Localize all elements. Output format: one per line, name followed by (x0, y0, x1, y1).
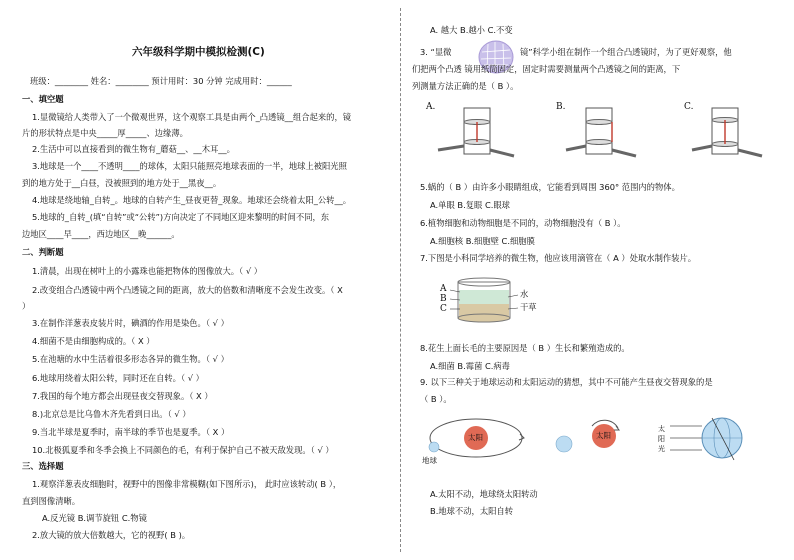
judge-q1: 1.清晨，出现在树叶上的小露珠也能把物体的图像放大。（ √ ） (32, 266, 263, 276)
choice-q1-line1: 1.观察洋葱表皮细胞时，视野中的图像非常模糊(如下图所示)， 此时应该转动( B ）， (32, 479, 342, 489)
orbit-b-sun-label: 太阳 (596, 431, 611, 440)
culture-label-c: C (440, 304, 447, 314)
choice-q9-option-b: B.地球不动，太阳自转 (430, 506, 514, 516)
judge-q4: 4.细菌不是由细胞构成的。（ X ） (32, 336, 155, 346)
fill-q5-line1: 5.地球的_自转_(填“自转”或“公转”)方向决定了不同地区迎来黎明的时间不同，东 (32, 212, 330, 222)
fill-q5-line2: 边地区____早____，西边地区__晚______。 (22, 229, 180, 239)
orbit-figure-c (656, 412, 756, 474)
culture-beaker-figure (440, 276, 554, 328)
judge-q2-line1: 2.改变组合凸透镜中两个凸透镜之间的距离，放大的倍数和清晰度不会发生改变。（ X (32, 285, 343, 295)
measure-label-b: B. (556, 102, 566, 112)
judge-q7: 7.我国的每个地方都会出现昼夜交替现象。（ X ） (32, 391, 213, 401)
choice-q6-options: A.细胞核 B.细胞壁 C.细胞膜 (430, 236, 535, 246)
choice-q2: 2.放大镜的放大倍数越大，它的视野( B )。 (32, 530, 191, 540)
orbit-figure-b (552, 414, 642, 470)
choice-q1-line2: 直到图像清晰。 (22, 496, 81, 506)
orbit-a-sun-label: 太阳 (468, 433, 483, 442)
choice-q3-line2: 们把两个凸透 镜用纸筒固定，固定时需要测量两个凸透镜之间的距离，下 (412, 64, 681, 74)
measure-label-c: C. (684, 102, 694, 112)
choice-q2-options: A. 越大 B.越小 C.不变 (430, 25, 513, 35)
orbit-figure-a (420, 414, 530, 470)
orbit-a-earth-label: 地球 (422, 456, 437, 465)
sunlight-char-2: 阳 (658, 435, 665, 443)
header-line: 班级：________ 姓名：________ 预计用时：30 分钟 完成用时：______ (30, 76, 292, 86)
choice-q3-start: 3. “显微 (420, 47, 452, 57)
choice-q9-line2: （ B ）。 (420, 394, 452, 404)
section-fill: 一、填空题 (22, 94, 64, 104)
fill-q1-line2: 片的形状特点是中央_____厚_____、边缘薄。 (22, 128, 188, 138)
judge-q6: 6.地球用绕着太阳公转，同时还在自转。（ √ ） (32, 373, 204, 383)
choice-q8-options: A.细菌 B.霉菌 C.病毒 (430, 361, 510, 371)
choice-q5-options: A.单眼 B.复眼 C.眼球 (430, 200, 510, 210)
fill-q4: 4.地球是绕地轴_自转_。地球的自转产生_昼夜更替_现象。地球还会绕着太阳_公转__。 (32, 195, 352, 205)
culture-label-a: A (440, 284, 447, 294)
section-choice: 三、选择题 (22, 461, 64, 471)
page-title: 六年级科学期中模拟检测(C) (132, 46, 265, 58)
judge-q8: 8.)北京总是比乌鲁木齐先看到日出。（ √ ） (32, 409, 191, 419)
judge-q9: 9.当北半球是夏季时，南半球的季节也是夏季。（ X ） (32, 427, 230, 437)
fill-q3-line2: 到的地方处于__白昼，没被照到的地方处于__黑夜__。 (22, 178, 222, 188)
fill-q3-line1: 3.地球是一个____不透明____的球体，太阳只能照亮地球表面的一半，地球上被阳光照 (32, 161, 347, 171)
judge-q5: 5.在池塘的水中生活着很多形态各异的微生物。（ √ ） (32, 354, 229, 364)
choice-q1-options: A.反光镜 B.调节旋钮 C.物镜 (42, 513, 147, 523)
fill-q2: 2.生活中可以直接看到的微生物有_蘑菇__、__木耳__。 (32, 144, 235, 154)
sunlight-char-1: 太 (658, 425, 665, 433)
section-judge: 二、判断题 (22, 247, 64, 257)
choice-q3-line3: 列测量方法正确的是（ B ）。 (412, 81, 519, 91)
choice-q7: 7.下图是小科同学培养的微生物，他应该用滴管在（ A ）处取水制作装片。 (420, 253, 697, 263)
judge-q2-line2: ） (22, 301, 31, 311)
fill-q1-line1: 1.显微镜给人类带入了一个微观世界，这个观察工具是由两个_凸透镜__组合起来的，镜 (32, 112, 352, 122)
choice-q5: 5.蜗的（ B ）由许多小眼睛组成，它能看到周围 360° 范围内的物体。 (420, 182, 680, 192)
choice-q8: 8.花生上面长毛的主要原因是（ B ）生长和繁殖造成的。 (420, 343, 630, 353)
culture-label-b: B (440, 294, 447, 304)
choice-q6: 6.植物细胞和动物细胞是不同的，动物细胞没有（ B ）。 (420, 218, 626, 228)
culture-label-water: 水 (520, 289, 529, 299)
column-divider (400, 8, 401, 552)
culture-label-straw: 干草 (520, 302, 537, 312)
choice-q9-line1: 9. 以下三种关于地球运动和太阳运动的猜想，其中不可能产生昼夜交替现象的是 (420, 377, 713, 387)
sunlight-char-3: 光 (658, 445, 665, 453)
judge-q3: 3.在制作洋葱表皮装片时，碘酒的作用是染色。（ √ ） (32, 318, 229, 328)
choice-q3-line1: 镜”科学小组在制作一个组合凸透镜时，为了更好观察，他 (520, 47, 732, 57)
judge-q10: 10.北极狐夏季和冬季会换上不同颜色的毛，有利于保护自己不被天敌发现。（ √ ） (32, 445, 334, 455)
choice-q9-option-a: A.太阳不动，地球绕太阳转动 (430, 489, 538, 499)
measure-label-a: A. (426, 102, 436, 112)
